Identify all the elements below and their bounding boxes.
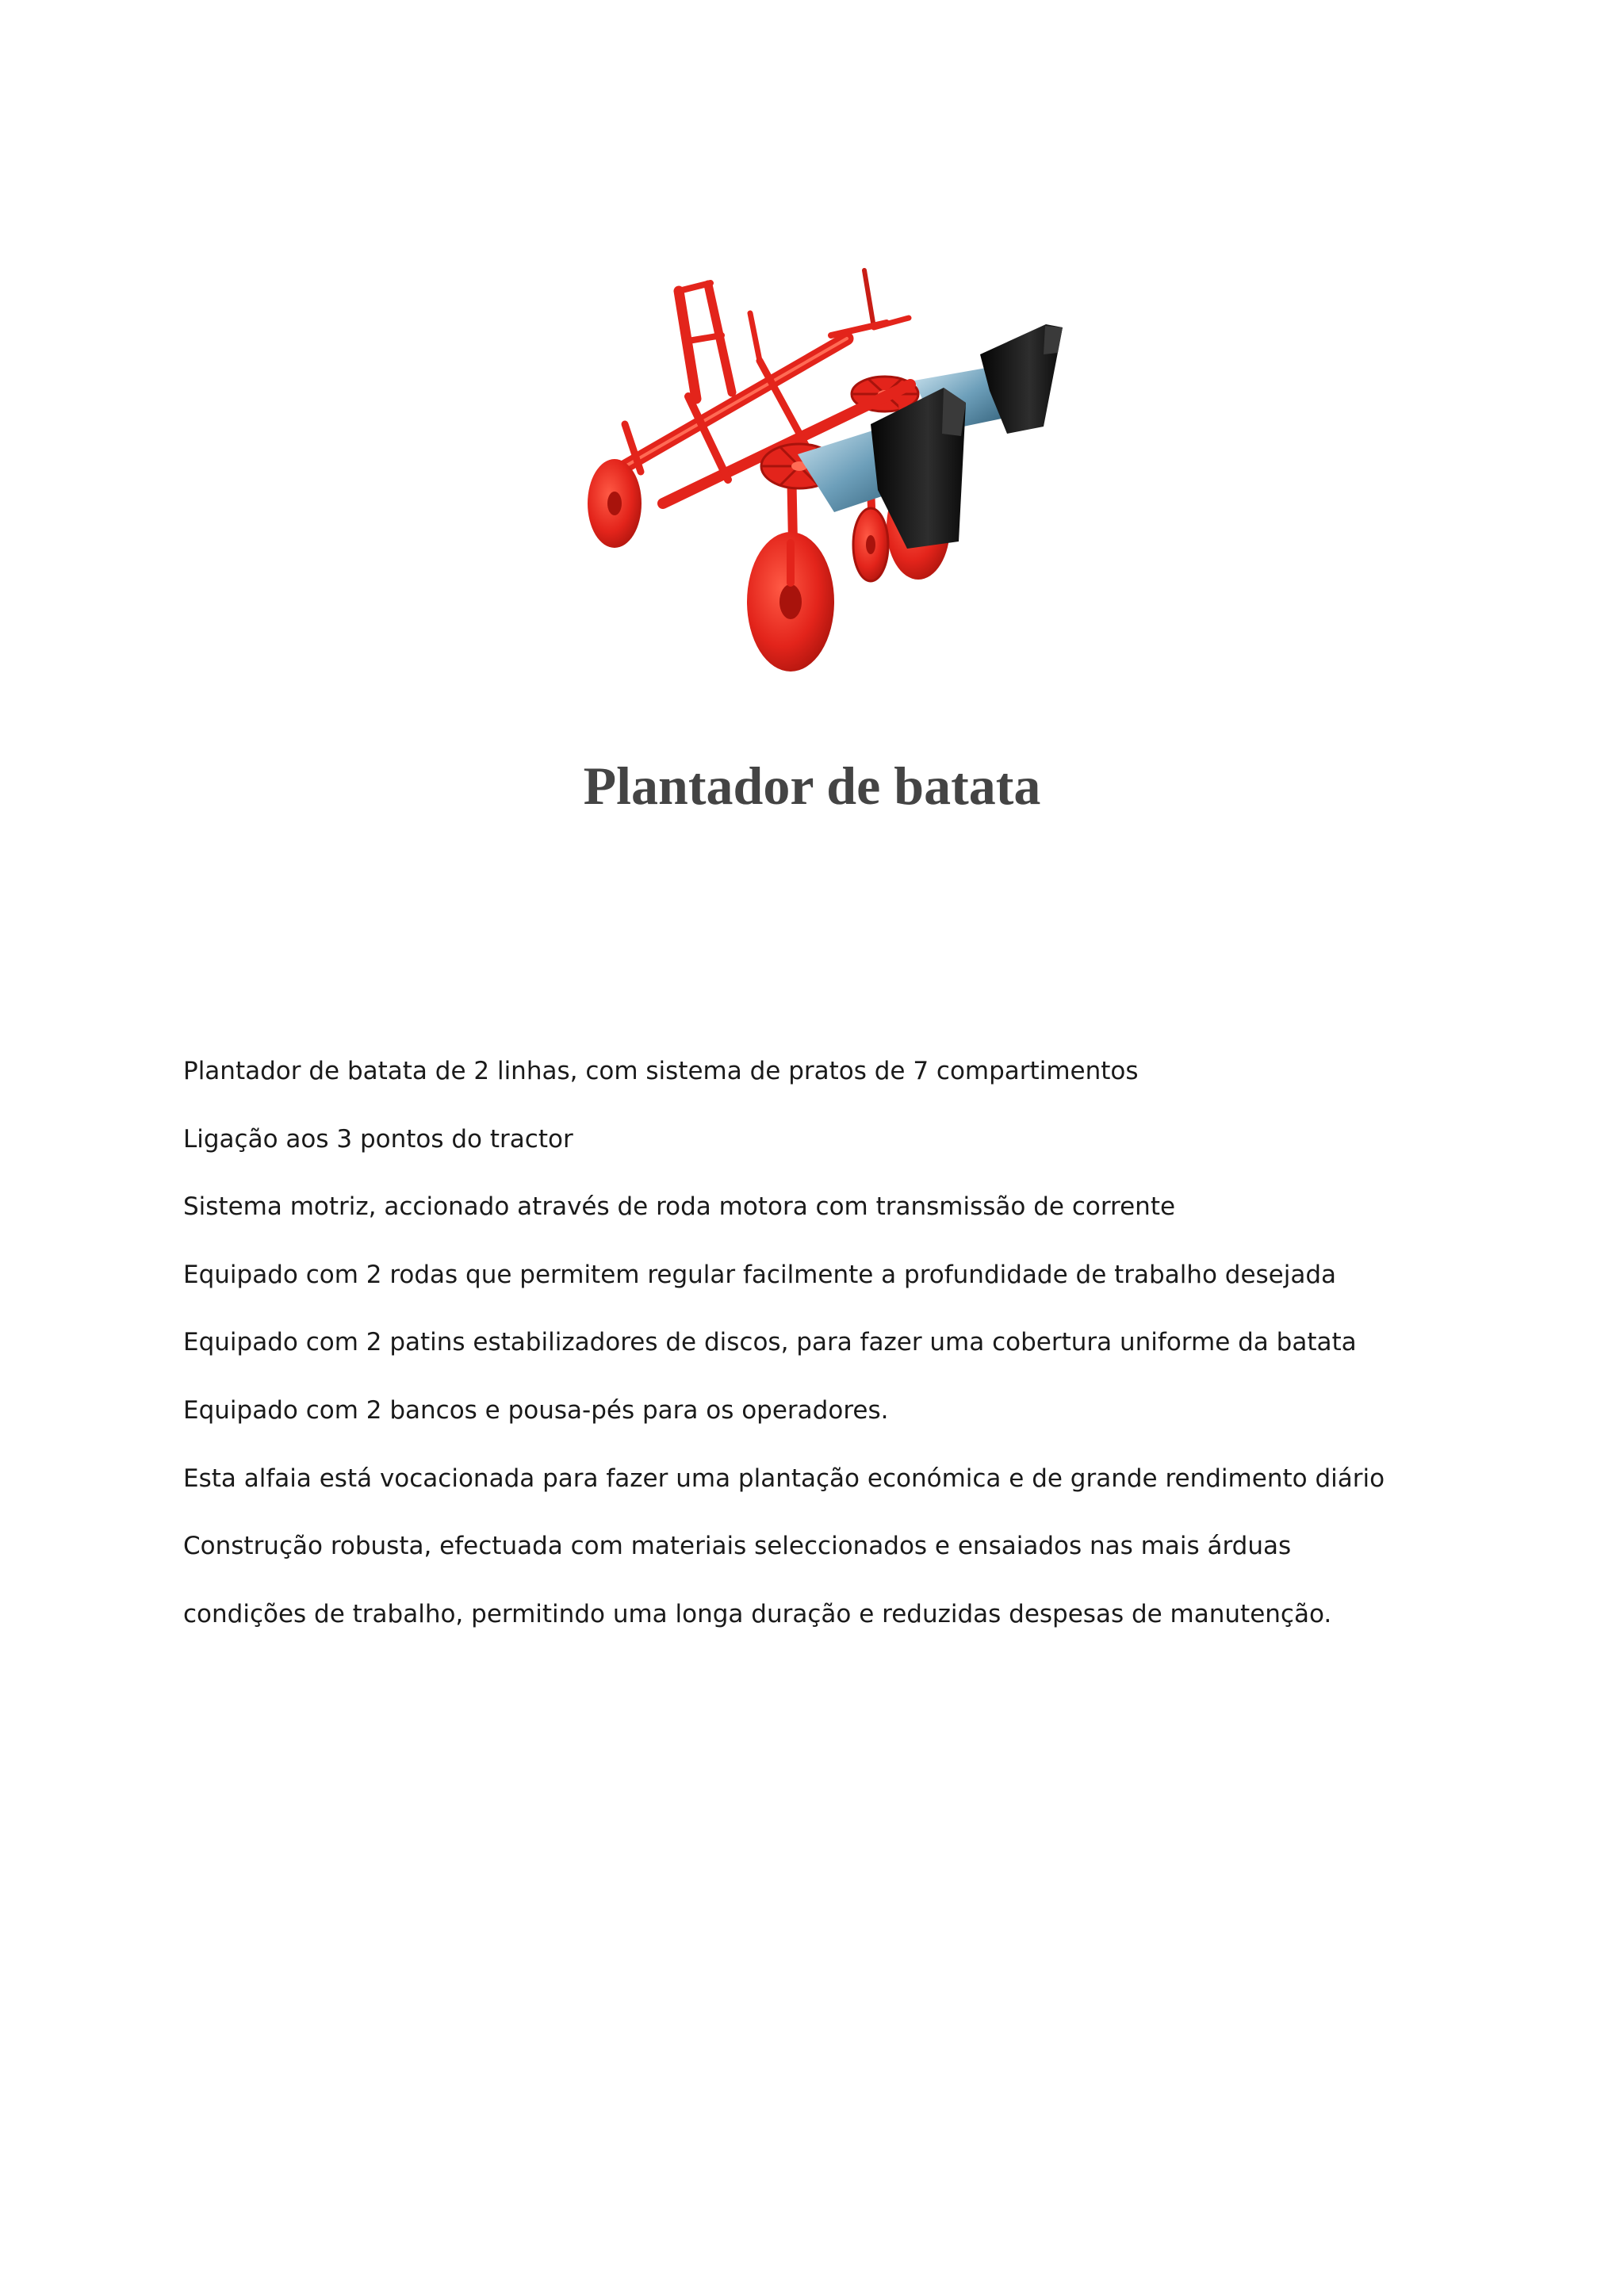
body-line: condições de trabalho, permitindo uma longa duração e reduzidas despesas de manutenção. [183, 1599, 1332, 1628]
front-disc [747, 532, 834, 672]
body-line: Equipado com 2 patins estabilizadores de discos, para fazer uma cobertura uniforme da batata [183, 1328, 1357, 1357]
body-line: Equipado com 2 bancos e pousa-pés para os operadores. [183, 1395, 889, 1425]
document-body [183, 1038, 1595, 1648]
drive-wheel [853, 508, 888, 581]
left-disc [588, 459, 642, 548]
body-line: Plantador de batata de 2 linhas, com sistema de pratos de 7 compartimentos [183, 1057, 1139, 1085]
body-line: Ligação aos 3 pontos do tractor [183, 1124, 573, 1154]
body-line: Construção robusta, efectuada com materiais seleccionados e ensaiados nas mais árduas [183, 1532, 1292, 1561]
document-title: Plantador de batata [583, 756, 1041, 816]
potato-planter-image [569, 266, 1069, 686]
body-line: Sistema motriz, accionado através de roda motora com transmissão de corrente [183, 1192, 1176, 1222]
body-line: Esta alfaia está vocacionada para fazer uma plantação económica e de grande rendimento diário [183, 1464, 1385, 1493]
body-line: Equipado com 2 rodas que permitem regular facilmente a profundidade de trabalho desejada [183, 1260, 1337, 1289]
